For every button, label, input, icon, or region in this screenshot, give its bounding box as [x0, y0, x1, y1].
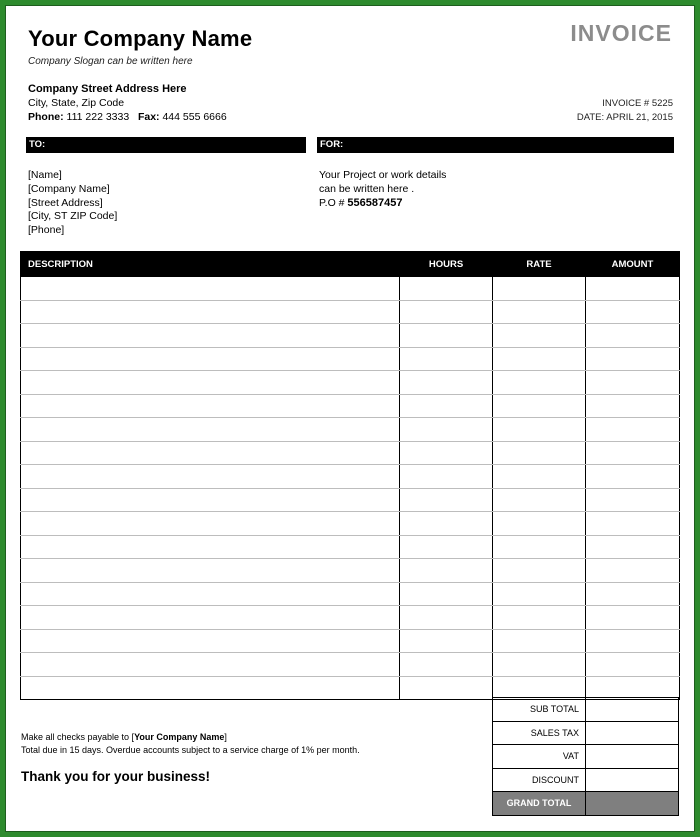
table-row [21, 559, 680, 583]
bill-for-block [319, 169, 446, 210]
description-cell[interactable] [21, 512, 400, 536]
table-row [21, 324, 680, 348]
description-cell[interactable] [21, 465, 400, 489]
fax-label: Fax: [137, 111, 160, 123]
description-cell[interactable] [21, 418, 400, 442]
description-cell[interactable] [21, 676, 400, 700]
checks-suffix: ] [224, 732, 227, 742]
rate-cell[interactable] [493, 465, 586, 489]
company-name: Your Company Name [28, 26, 253, 51]
vat-row [493, 745, 679, 769]
description-cell[interactable] [21, 488, 400, 512]
subtotal-label: SUB TOTAL [493, 698, 586, 722]
rate-cell[interactable] [493, 559, 586, 583]
rate-cell[interactable] [493, 324, 586, 348]
discount-label: DISCOUNT [493, 768, 586, 792]
rate-cell[interactable] [493, 488, 586, 512]
project-details-line2: can be written here . [319, 182, 415, 195]
rate-cell[interactable] [493, 606, 586, 630]
table-row [21, 465, 680, 489]
discount-row [493, 768, 679, 792]
hours-cell[interactable] [400, 324, 493, 348]
description-cell[interactable] [21, 582, 400, 606]
company-street: Company Street Address Here [28, 83, 187, 95]
table-row [21, 653, 680, 677]
bill-for-header: FOR: [317, 137, 674, 153]
table-row [21, 394, 680, 418]
grand-total-value-cell[interactable] [586, 792, 679, 816]
rate-cell[interactable] [493, 371, 586, 395]
sales-tax-value-cell[interactable] [586, 721, 679, 745]
amount-cell[interactable] [586, 324, 680, 348]
grand-total-label: GRAND TOTAL [493, 792, 586, 816]
line-items-header-row [21, 252, 680, 277]
description-cell[interactable] [21, 653, 400, 677]
amount-cell[interactable] [586, 488, 680, 512]
hours-cell[interactable] [400, 441, 493, 465]
phone-label: Phone: [28, 111, 64, 123]
column-header-amount: AMOUNT [586, 252, 680, 277]
bill-to-company: [Company Name] [28, 182, 110, 195]
checks-payable-line [21, 731, 360, 744]
description-cell[interactable] [21, 347, 400, 371]
rate-cell[interactable] [493, 512, 586, 536]
table-row [21, 441, 680, 465]
table-row [21, 418, 680, 442]
hours-cell[interactable] [400, 606, 493, 630]
table-row [21, 676, 680, 700]
table-row [21, 582, 680, 606]
project-details-line1: Your Project or work details [319, 169, 447, 181]
invoice-date: DATE: APRIL 21, 2015 [576, 112, 673, 123]
description-cell[interactable] [21, 394, 400, 418]
hours-cell[interactable] [400, 418, 493, 442]
description-cell[interactable] [21, 606, 400, 630]
column-header-rate: RATE [493, 252, 586, 277]
rate-cell[interactable] [493, 394, 586, 418]
hours-cell[interactable] [400, 277, 493, 301]
amount-cell[interactable] [586, 582, 680, 606]
table-row [21, 512, 680, 536]
table-row [21, 535, 680, 559]
description-cell[interactable] [21, 371, 400, 395]
hours-cell[interactable] [400, 394, 493, 418]
rate-cell[interactable] [493, 300, 586, 324]
rate-cell[interactable] [493, 629, 586, 653]
po-line [319, 197, 446, 211]
totals-table [492, 697, 679, 816]
bill-to-street: [Street Address] [28, 196, 103, 209]
description-cell[interactable] [21, 629, 400, 653]
company-contact [28, 111, 227, 123]
amount-cell[interactable] [586, 300, 680, 324]
bill-to-header: TO: [26, 137, 306, 153]
line-items-body [21, 277, 680, 700]
amount-cell[interactable] [586, 629, 680, 653]
fax-number: 444 555 6666 [162, 111, 227, 123]
amount-cell[interactable] [586, 606, 680, 630]
bill-to-city: [City, ST ZIP Code] [28, 210, 118, 223]
rate-cell[interactable] [493, 653, 586, 677]
table-row [21, 277, 680, 301]
discount-value-cell[interactable] [586, 768, 679, 792]
amount-cell[interactable] [586, 512, 680, 536]
amount-cell[interactable] [586, 653, 680, 677]
amount-cell[interactable] [586, 347, 680, 371]
hours-cell[interactable] [400, 582, 493, 606]
company-city-state-zip: City, State, Zip Code [28, 97, 125, 109]
description-cell[interactable] [21, 559, 400, 583]
invoice-title: INVOICE [570, 20, 672, 46]
po-number: 556587457 [347, 196, 403, 209]
rate-cell[interactable] [493, 277, 586, 301]
company-slogan: Company Slogan can be written here [28, 56, 193, 67]
table-row [21, 629, 680, 653]
subtotal-row [493, 698, 679, 722]
vat-value-cell[interactable] [586, 745, 679, 769]
description-cell[interactable] [21, 535, 400, 559]
column-header-hours: HOURS [400, 252, 493, 277]
rate-cell[interactable] [493, 347, 586, 371]
hours-cell[interactable] [400, 676, 493, 700]
hours-cell[interactable] [400, 629, 493, 653]
description-cell[interactable] [21, 441, 400, 465]
bill-to-name: [Name] [28, 169, 62, 181]
amount-cell[interactable] [586, 394, 680, 418]
hours-cell[interactable] [400, 300, 493, 324]
thank-you-message: Thank you for your business! [21, 769, 211, 784]
sales-tax-label: SALES TAX [493, 721, 586, 745]
due-terms-line: Total due in 15 days. Overdue accounts subject to a service charge of 1% per month. [21, 744, 360, 755]
amount-cell[interactable] [586, 277, 680, 301]
table-row [21, 606, 680, 630]
po-label: P.O # [319, 196, 348, 209]
table-row [21, 371, 680, 395]
rate-cell[interactable] [493, 418, 586, 442]
amount-cell[interactable] [586, 465, 680, 489]
bill-to-phone: [Phone] [28, 224, 65, 237]
phone-number: 111 222 3333 [66, 111, 130, 123]
subtotal-value-cell[interactable] [586, 698, 679, 722]
amount-cell[interactable] [586, 559, 680, 583]
amount-cell[interactable] [586, 441, 680, 465]
table-row [21, 347, 680, 371]
rate-cell[interactable] [493, 441, 586, 465]
rate-cell[interactable] [493, 676, 586, 700]
sales-tax-row [493, 721, 679, 745]
rate-cell[interactable] [493, 582, 586, 606]
column-header-description: DESCRIPTION [21, 252, 400, 277]
amount-cell[interactable] [586, 418, 680, 442]
hours-cell[interactable] [400, 653, 493, 677]
line-items-table [20, 251, 680, 700]
description-cell[interactable] [21, 300, 400, 324]
description-cell[interactable] [21, 324, 400, 348]
grand-total-row [493, 792, 679, 816]
hours-cell[interactable] [400, 371, 493, 395]
hours-cell[interactable] [400, 535, 493, 559]
table-row [21, 488, 680, 512]
amount-cell[interactable] [586, 371, 680, 395]
vat-label: VAT [493, 745, 586, 769]
amount-cell[interactable] [586, 676, 680, 700]
rate-cell[interactable] [493, 535, 586, 559]
description-cell[interactable] [21, 277, 400, 301]
payment-terms [21, 731, 360, 756]
hours-cell[interactable] [400, 559, 493, 583]
hours-cell[interactable] [400, 347, 493, 371]
table-row [21, 300, 680, 324]
hours-cell[interactable] [400, 465, 493, 489]
invoice-number: INVOICE # 5225 [602, 98, 673, 109]
checks-company-name: Your Company Name [134, 732, 225, 742]
checks-prefix: Make all checks payable to [ [21, 732, 135, 742]
hours-cell[interactable] [400, 488, 493, 512]
amount-cell[interactable] [586, 535, 680, 559]
hours-cell[interactable] [400, 512, 493, 536]
bill-to-block [28, 169, 117, 238]
